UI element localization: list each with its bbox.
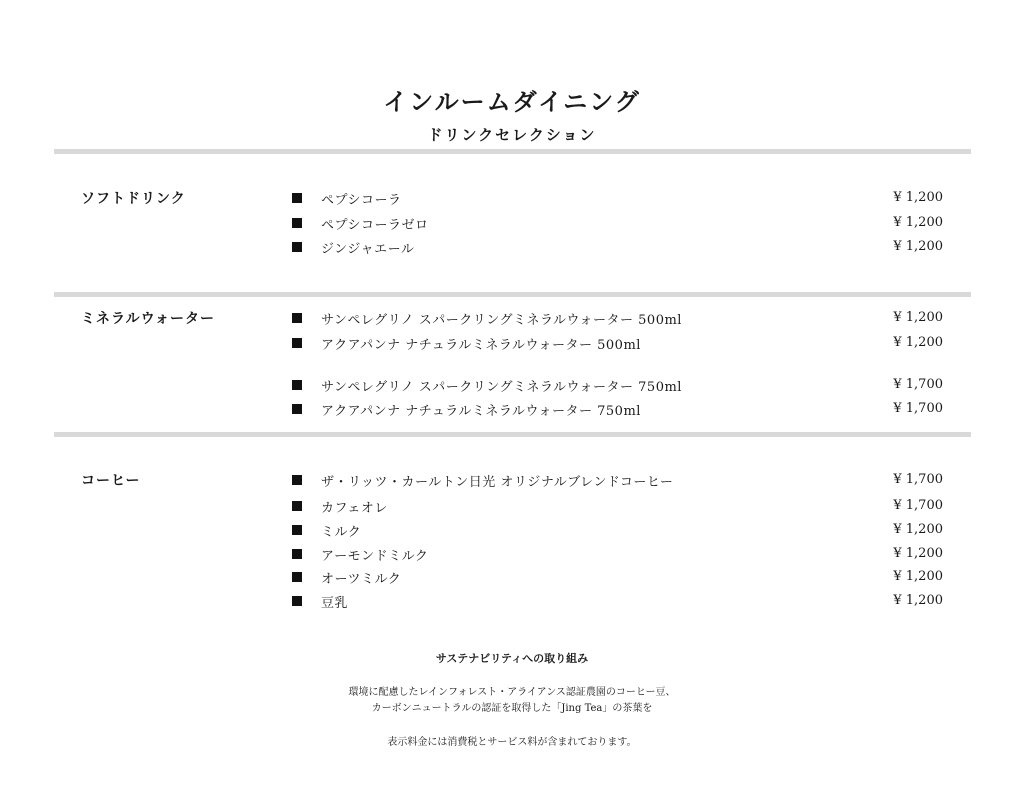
- menu-item: [0, 471, 1024, 491]
- bullet-icon: [292, 596, 302, 606]
- section-title-soft-drinks: ソフトドリンク: [81, 191, 186, 207]
- item-name: ペプシコーラ: [321, 193, 402, 208]
- item-name: オーツミルク: [321, 572, 402, 587]
- item-name: ザ・リッツ・カールトン日光 オリジナルブレンドコーヒー: [321, 475, 674, 490]
- menu-item: [0, 568, 1024, 588]
- section-title-coffee: コーヒー: [81, 473, 141, 489]
- bullet-icon: [292, 218, 302, 228]
- header-divider: [54, 149, 971, 154]
- item-price: ¥ 1,200: [893, 522, 943, 537]
- bullet-icon: [292, 193, 302, 203]
- menu-item: [0, 189, 1024, 209]
- menu-item: [0, 376, 1024, 396]
- item-name: サンペレグリノ スパークリングミネラルウォーター 500ml: [321, 313, 682, 328]
- menu-item: [0, 545, 1024, 565]
- item-price: ¥ 1,700: [893, 401, 943, 416]
- menu-item: [0, 592, 1024, 612]
- bullet-icon: [292, 404, 302, 414]
- bullet-icon: [292, 338, 302, 348]
- item-name: ペプシコーラゼロ: [321, 218, 429, 233]
- menu-item: [0, 214, 1024, 234]
- item-name: アクアパンナ ナチュラルミネラルウォーター 750ml: [321, 404, 641, 419]
- item-price: ¥ 1,200: [893, 190, 943, 205]
- sustainability-title: サステナビリティへの取り組み: [435, 652, 589, 665]
- item-name: サンペレグリノ スパークリングミネラルウォーター 750ml: [321, 380, 682, 395]
- item-name: アーモンドミルク: [321, 549, 429, 564]
- page-title: インルームダイニング: [383, 87, 641, 116]
- section-divider: [54, 292, 971, 297]
- bullet-icon: [292, 380, 302, 390]
- item-name: ジンジャエール: [321, 242, 415, 257]
- item-name: ミルク: [321, 525, 362, 540]
- tax-note: 表示料金には消費税とサービス料が含まれております。: [387, 737, 637, 748]
- item-name: 豆乳: [321, 596, 349, 611]
- bullet-icon: [292, 525, 302, 535]
- menu-item: [0, 521, 1024, 541]
- menu-item: [0, 497, 1024, 517]
- item-name: カフェオレ: [321, 501, 388, 516]
- item-price: ¥ 1,200: [893, 546, 943, 561]
- bullet-icon: [292, 501, 302, 511]
- bullet-icon: [292, 572, 302, 582]
- item-name: アクアパンナ ナチュラルミネラルウォーター 500ml: [321, 338, 641, 353]
- section-title-mineral-water: ミネラルウォーター: [81, 311, 216, 327]
- bullet-icon: [292, 313, 302, 323]
- bullet-icon: [292, 549, 302, 559]
- item-price: ¥ 1,200: [893, 569, 943, 584]
- menu-item: [0, 334, 1024, 354]
- item-price: ¥ 1,700: [893, 472, 943, 487]
- menu-item: [0, 400, 1024, 420]
- item-price: ¥ 1,200: [893, 239, 943, 254]
- item-price: ¥ 1,700: [893, 498, 943, 513]
- item-price: ¥ 1,200: [893, 335, 943, 350]
- bullet-icon: [292, 242, 302, 252]
- bullet-icon: [292, 475, 302, 485]
- item-price: ¥ 1,200: [893, 593, 943, 608]
- section-divider: [54, 432, 971, 437]
- menu-item: [0, 238, 1024, 258]
- sustainability-text-line: 環境に配慮したレインフォレスト・アライアンス認証農園のコーヒー豆、: [348, 687, 676, 698]
- item-price: ¥ 1,700: [893, 377, 943, 392]
- sustainability-text-line: カーボンニュートラルの認証を取得した「Jing Tea」の茶葉を: [371, 703, 653, 714]
- page-subtitle: ドリンクセレクション: [427, 126, 597, 144]
- item-price: ¥ 1,200: [893, 310, 943, 325]
- menu-item: [0, 309, 1024, 329]
- item-price: ¥ 1,200: [893, 215, 943, 230]
